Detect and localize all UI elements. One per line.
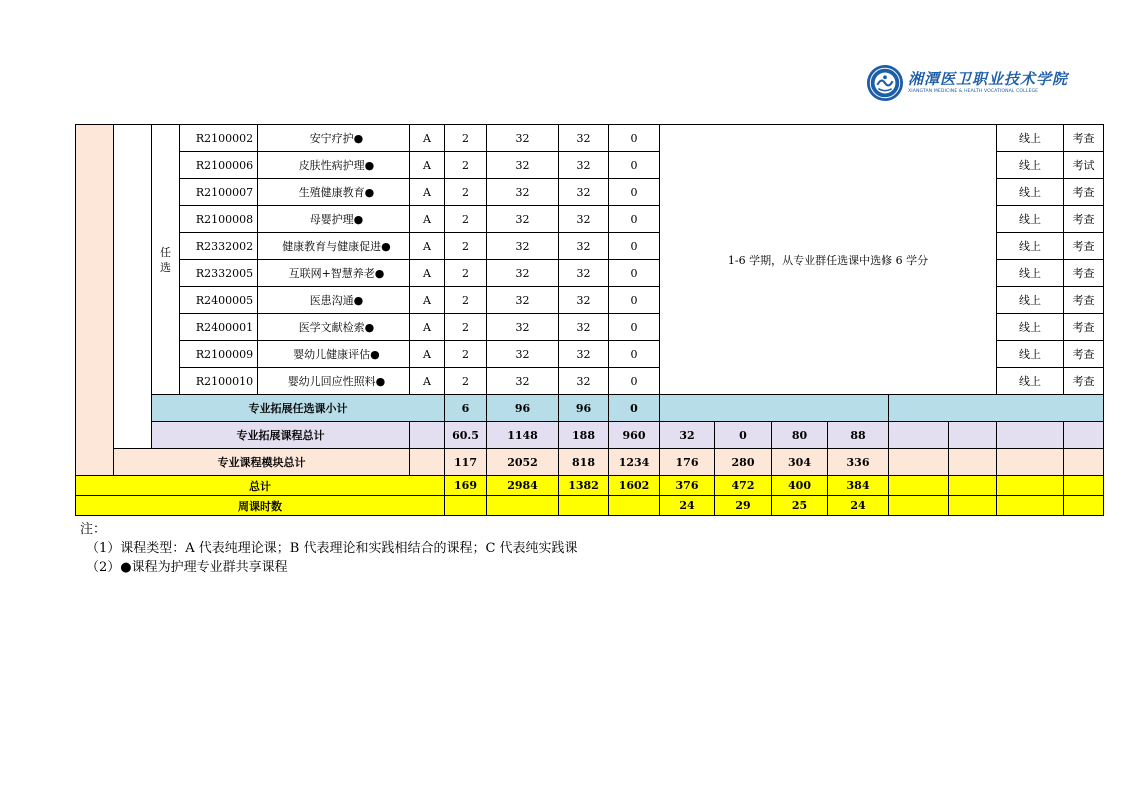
course-hours: 32	[487, 314, 559, 341]
note-line-2: （2）●课程为护理专业群共享课程	[86, 560, 288, 575]
notes	[80, 520, 578, 577]
course-type: A	[410, 314, 445, 341]
course-credits: 2	[445, 341, 487, 368]
module-total-theory: 818	[559, 449, 609, 476]
course-practice: 0	[609, 233, 660, 260]
course-mode: 线上	[997, 206, 1064, 233]
elective-subtotal-blank	[889, 395, 1104, 422]
grand-total-mode	[997, 476, 1064, 496]
course-exam: 考查	[1064, 368, 1104, 395]
course-code: R2400001	[180, 314, 258, 341]
extension-total-sem3: 80	[772, 422, 828, 449]
extension-total-sem5	[889, 422, 949, 449]
grand-total-sem2: 472	[715, 476, 772, 496]
grand-total-credits: 169	[445, 476, 487, 496]
category-indent-cell	[114, 125, 152, 449]
course-exam: 考试	[1064, 152, 1104, 179]
course-type: A	[410, 233, 445, 260]
logo-subtitle: XIANGTAN MEDICINE & HEALTH VOCATIONAL COLLEGE	[908, 89, 1039, 94]
course-practice: 0	[609, 314, 660, 341]
course-code: R2100007	[180, 179, 258, 206]
extension-total-row	[76, 422, 1104, 449]
course-mode: 线上	[997, 287, 1064, 314]
grand-total-sem5	[889, 476, 949, 496]
module-total-credits: 117	[445, 449, 487, 476]
logo-title: 湘潭医卫职业技术学院	[908, 70, 1069, 88]
module-total-sem5	[889, 449, 949, 476]
course-mode: 线上	[997, 125, 1064, 152]
table-row	[76, 125, 1104, 152]
weekly-hours-credits	[445, 496, 487, 516]
elective-subtotal-label: 专业拓展任选课小计	[152, 395, 445, 422]
weekly-hours-sem5	[889, 496, 949, 516]
grand-total-practice: 1602	[609, 476, 660, 496]
course-code: R2100002	[180, 125, 258, 152]
course-credits: 2	[445, 287, 487, 314]
course-mode: 线上	[997, 260, 1064, 287]
extension-total-sem2: 0	[715, 422, 772, 449]
course-name: 互联网+智慧养老●	[258, 260, 410, 287]
course-table	[75, 124, 1104, 516]
course-practice: 0	[609, 341, 660, 368]
grand-total-sem4: 384	[828, 476, 889, 496]
course-practice: 0	[609, 260, 660, 287]
course-theory: 32	[559, 125, 609, 152]
course-theory: 32	[559, 341, 609, 368]
module-total-sem3: 304	[772, 449, 828, 476]
course-code: R2400005	[180, 287, 258, 314]
extension-total-theory: 188	[559, 422, 609, 449]
course-mode: 线上	[997, 152, 1064, 179]
grand-total-exam	[1064, 476, 1104, 496]
course-name: 生殖健康教育●	[258, 179, 410, 206]
grand-total-label: 总计	[76, 476, 445, 496]
weekly-hours-label: 周课时数	[76, 496, 445, 516]
elective-subtotal-blank	[660, 395, 889, 422]
course-exam: 考查	[1064, 341, 1104, 368]
course-type: A	[410, 125, 445, 152]
elective-subtotal-theory: 96	[559, 395, 609, 422]
module-total-label: 专业课程模块总计	[114, 449, 410, 476]
course-hours: 32	[487, 341, 559, 368]
college-seal-icon	[866, 64, 904, 102]
course-credits: 2	[445, 152, 487, 179]
extension-total-type	[410, 422, 445, 449]
course-type: A	[410, 260, 445, 287]
extension-total-mode	[997, 422, 1064, 449]
extension-total-label: 专业拓展课程总计	[152, 422, 410, 449]
module-total-type	[410, 449, 445, 476]
course-code: R2100008	[180, 206, 258, 233]
course-theory: 32	[559, 287, 609, 314]
weekly-hours-row	[76, 496, 1104, 516]
course-name: 皮肤性病护理●	[258, 152, 410, 179]
course-exam: 考查	[1064, 233, 1104, 260]
course-hours: 32	[487, 233, 559, 260]
course-type: A	[410, 179, 445, 206]
course-code: R2100006	[180, 152, 258, 179]
course-credits: 2	[445, 125, 487, 152]
group-label: 任 选	[152, 125, 180, 395]
course-exam: 考查	[1064, 125, 1104, 152]
course-credits: 2	[445, 206, 487, 233]
course-theory: 32	[559, 179, 609, 206]
weekly-hours-exam	[1064, 496, 1104, 516]
course-name: 安宁疗护●	[258, 125, 410, 152]
course-mode: 线上	[997, 179, 1064, 206]
course-hours: 32	[487, 125, 559, 152]
weekly-hours-practice	[609, 496, 660, 516]
weekly-hours-hours	[487, 496, 559, 516]
course-practice: 0	[609, 206, 660, 233]
course-credits: 2	[445, 179, 487, 206]
weekly-hours-sem1: 24	[660, 496, 715, 516]
course-theory: 32	[559, 314, 609, 341]
course-type: A	[410, 206, 445, 233]
weekly-hours-mode	[997, 496, 1064, 516]
course-hours: 32	[487, 368, 559, 395]
weekly-hours-sem3: 25	[772, 496, 828, 516]
elective-subtotal-practice: 0	[609, 395, 660, 422]
course-theory: 32	[559, 206, 609, 233]
module-total-sem4: 336	[828, 449, 889, 476]
course-type: A	[410, 341, 445, 368]
college-logo	[866, 64, 1069, 104]
weekly-hours-sem6	[949, 496, 997, 516]
notes-heading: 注：	[80, 522, 107, 537]
grand-total-row	[76, 476, 1104, 496]
course-credits: 2	[445, 233, 487, 260]
course-code: R2332005	[180, 260, 258, 287]
note-line-1: （1）课程类型：A 代表纯理论课；B 代表理论和实践相结合的课程；C 代表纯实践课	[86, 541, 578, 556]
course-theory: 32	[559, 368, 609, 395]
elective-subtotal-credits: 6	[445, 395, 487, 422]
course-theory: 32	[559, 260, 609, 287]
module-total-sem6	[949, 449, 997, 476]
course-practice: 0	[609, 125, 660, 152]
grand-total-sem6	[949, 476, 997, 496]
extension-total-credits: 60.5	[445, 422, 487, 449]
course-mode: 线上	[997, 233, 1064, 260]
weekly-hours-theory	[559, 496, 609, 516]
course-theory: 32	[559, 152, 609, 179]
module-total-practice: 1234	[609, 449, 660, 476]
weekly-hours-sem4: 24	[828, 496, 889, 516]
course-name: 婴幼儿健康评估●	[258, 341, 410, 368]
course-name: 医学文献检索●	[258, 314, 410, 341]
grand-total-sem1: 376	[660, 476, 715, 496]
course-exam: 考查	[1064, 314, 1104, 341]
module-total-sem2: 280	[715, 449, 772, 476]
course-code: R2100009	[180, 341, 258, 368]
weekly-hours-sem2: 29	[715, 496, 772, 516]
course-hours: 32	[487, 179, 559, 206]
course-exam: 考查	[1064, 179, 1104, 206]
semester-note: 1-6 学期，从专业群任选课中选修 6 学分	[660, 125, 997, 395]
elective-subtotal-hours: 96	[487, 395, 559, 422]
course-mode: 线上	[997, 314, 1064, 341]
course-practice: 0	[609, 152, 660, 179]
course-name: 婴幼儿回应性照料●	[258, 368, 410, 395]
course-hours: 32	[487, 206, 559, 233]
course-code: R2100010	[180, 368, 258, 395]
course-credits: 2	[445, 368, 487, 395]
course-hours: 32	[487, 260, 559, 287]
grand-total-sem3: 400	[772, 476, 828, 496]
course-practice: 0	[609, 368, 660, 395]
course-practice: 0	[609, 179, 660, 206]
grand-total-theory: 1382	[559, 476, 609, 496]
module-total-row	[76, 449, 1104, 476]
course-code: R2332002	[180, 233, 258, 260]
course-mode: 线上	[997, 341, 1064, 368]
course-type: A	[410, 287, 445, 314]
course-credits: 2	[445, 314, 487, 341]
course-credits: 2	[445, 260, 487, 287]
grand-total-hours: 2984	[487, 476, 559, 496]
course-exam: 考查	[1064, 206, 1104, 233]
module-total-hours: 2052	[487, 449, 559, 476]
course-exam: 考查	[1064, 260, 1104, 287]
course-type: A	[410, 152, 445, 179]
extension-total-hours: 1148	[487, 422, 559, 449]
course-name: 医患沟通●	[258, 287, 410, 314]
extension-total-sem6	[949, 422, 997, 449]
module-total-sem1: 176	[660, 449, 715, 476]
extension-total-sem1: 32	[660, 422, 715, 449]
course-type: A	[410, 368, 445, 395]
course-theory: 32	[559, 233, 609, 260]
course-exam: 考查	[1064, 287, 1104, 314]
extension-total-practice: 960	[609, 422, 660, 449]
extension-total-exam	[1064, 422, 1104, 449]
extension-total-sem4: 88	[828, 422, 889, 449]
course-mode: 线上	[997, 368, 1064, 395]
course-hours: 32	[487, 287, 559, 314]
module-total-mode	[997, 449, 1064, 476]
course-name: 母婴护理●	[258, 206, 410, 233]
course-name: 健康教育与健康促进●	[258, 233, 410, 260]
course-practice: 0	[609, 287, 660, 314]
elective-subtotal-row	[76, 395, 1104, 422]
module-total-exam	[1064, 449, 1104, 476]
course-hours: 32	[487, 152, 559, 179]
module-indent-cell	[76, 125, 114, 476]
